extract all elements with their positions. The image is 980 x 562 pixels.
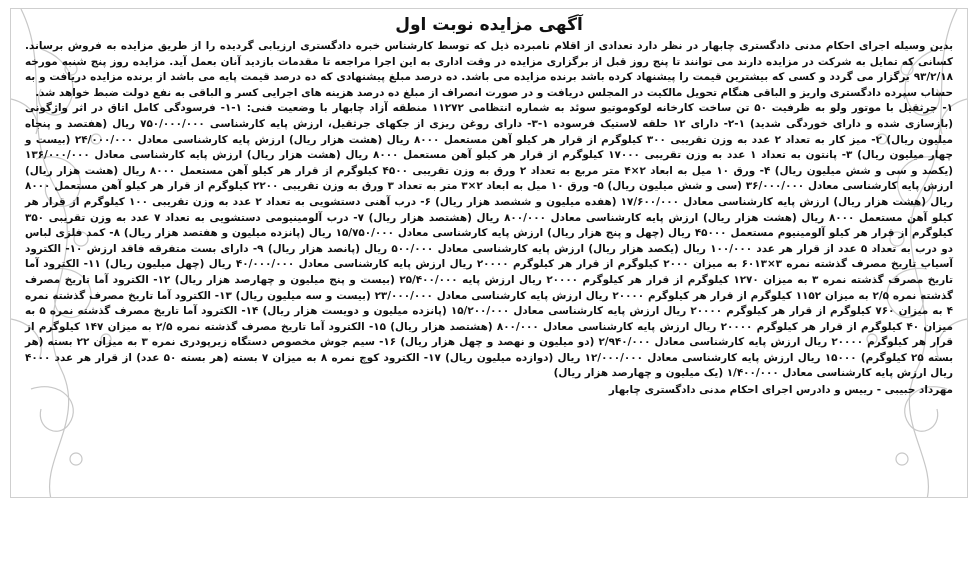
- notice-items: ۱- جرثقیل با موتور ولو به ظرفیت ۵۰ تن ساخت کارخانه لوکوموتیو سوئد به شماره انتظامی ۱۱۲۷۲ منطقه آزاد چابهار با وضعیت فنی: ۱-۱- فرسودگی کامل اتاق در اثر واژگونی (بازسازی شده و دارای خوردگی شدید) ۱-۲- دارای ۱۲ حلقه لاستیک فرسوده ۱-۳- دارای روغن ریزی از جکهای جرثقیل، ارزش پایه کارشناسی ۷۵۰/۰۰۰/۰۰۰ ریال (هفتصد و پنجاه میلیون ریال) ۲- میز کار به تعداد ۲ عدد به وزن تقریبی ۳۰۰ کیلوگرم از قرار هر کیلو آهن مستعمل ۸۰۰۰ ریال (هشت هزار ریال) ارزش پایه کارشناسی معادل ۲۴/۰۰۰/۰۰۰ (بیست و چهار میلیون ریال) ۳- پانتون به تعداد ۱ عدد به وزن تقریبی ۱۷۰۰۰ کیلوگرم از قرار هر کیلو آهن مستعمل ۸۰۰۰ ریال (هشت هزار ریال) ارزش پایه کارشناسی معادل ۱۳۶/۰۰۰/۰۰۰ (یکصد و سی و شش میلیون ریال) ۴- ورق ۱۰ میل به ابعاد ۲×۴ متر مربع به تعداد ۲ ورق به وزن تقریبی ۴۵۰۰ کیلوگرم از قرار هر کیلو آهن مستعمل ۸۰۰۰ ریال (هشت هزار ریال) ارزش پایه کارشناسی معادل ۳۶/۰۰۰/۰۰۰ (سی و شش میلیون ریال) ۵- ورق ۱۰ میل به ابعاد ۲×۳ متر به تعداد ۳ ورق به وزن تقریبی ۲۲۰۰ کیلوگرم از قرار هر کیلو آهن مستعمل ۸۰۰۰ ریال (هشت هزار ریال) ارزش پایه کارشناسی معادل ۱۷/۶۰۰/۰۰۰ (هفده میلیون و ششصد هزار ریال) ۶- درب آهنی دستشویی به تعداد ۲ عدد به وزن تقریبی ۱۰۰ کیلوگرم از قرار هر کیلو آهن مستعمل ۸۰۰۰ ریال (هشت هزار ریال) ارزش پایه کارشناسی معادل ۸۰۰/۰۰۰ ریال (هشتصد هزار ریال) ۷- درب آلومینیومی دستشویی به تعداد ۷ عدد به وزن تقریبی ۳۵۰ کیلوگرم از قرار هر کیلو آلومینیوم مستعمل ۴۵۰۰۰ ریال (چهل و پنج هزار ریال) ارزش پایه کارشناسی معادل ۱۵/۷۵۰/۰۰۰ ریال (پانزده میلیون و هفتصد هزار ریال) ۸- کمد فلزی لباس دو درب به تعداد ۵ عدد از قرار هر عدد ۱۰۰/۰۰۰ ریال (یکصد هزار ریال) ارزش پایه کارشناسی معادل ۵۰۰/۰۰۰ ریال (پانصد هزار ریال) ۹- دارای بست متفرقه فاقد ارزش ۱۰- الکترود آسیاب تاریخ مصرف گذشته نمره ۳×۶۰۱۳ به میزان ۲۰۰۰ کیلوگرم از قرار هر کیلوگرم ۲۰۰۰۰ ریال ارزش پایه کارشناسی معادل ۴۰/۰۰۰/۰۰۰ ریال (چهل میلیون ریال) ۱۱- الکترود آما تاریخ مصرف گذشته نمره ۳ به میزان ۱۲۷۰ کیلوگرم از قرار هر کیلوگرم ۲۰۰۰۰ ریال ارزش پایه ۲۵/۴۰۰/۰۰۰ (بیست و پنج میلیون و چهارصد هزار ریال) ۱۲- الکترود آما تاریخ مصرف گذشته نمره ۲/۵ به میزان ۱۱۵۲ کیلوگرم از قرار هر کیلوگرم ۲۰۰۰۰ ریال ارزش پایه کارشناسی معادل ۲۳/۰۰۰/۰۰۰ (بیست و سه میلیون ریال) ۱۳- الکترود آما تاریخ مصرف گذشته نمره ۴ به میزان ۷۶۰ کیلوگرم از قرار هر کیلوگرم ۲۰۰۰۰ ریال ارزش پایه کارشناسی معادل ۱۵/۲۰۰/۰۰۰ (پانزده میلیون و دویست هزار ریال) ۱۴- الکترود آما تاریخ مصرف گذشته نمره ۵ به میزان ۴۰ کیلوگرم از قرار هر کیلوگرم ۲۰۰۰۰ ریال ارزش پایه کارشناسی معادل ۸۰۰/۰۰۰ (هشتصد هزار ریال) ۱۵- الکترود آما تاریخ مصرف گذشته نمره ۲/۵ به میزان ۱۴۷ کیلوگرم از قرار هر کیلوگرم ۲۰۰۰۰ ریال ارزش پایه کارشناسی معادل ۲/۹۴۰/۰۰۰ (دو میلیون و نهصد و چهل هزار ریال) ۱۶- سیم جوش مخصوص دستگاه زیرپودری نمره ۳ به میزان ۲۲ بسته (هر بسته ۲۵ کیلوگرم) ۱۵۰۰۰ ریال ارزش پایه کارشناسی معادل ۱۲/۰۰۰/۰۰۰ ریال (دوازده میلیون ریال) ۱۷- الکترود کوچ نمره ۸ به میزان ۷ بسته (هر بسته ۵۰ عدد) از قرار هر عدد ۴۰۰۰ ریال ارزش پایه کارشناسی معادل ۱/۴۰۰/۰۰۰ (یک میلیون و چهارصد هزار ریال): [25, 102, 954, 380]
- notice-intro: بدین وسیله اجرای احکام مدنی دادگستری چابهار در نظر دارد تعدادی از اقلام نامبرده ذیل که توسط کارشناس خبره دادگستری ارزیابی گردیده را از طریق مزایده به فروش برساند. کسانی که تمایل به شرکت در مزایده دارند می توانند تا پنج روز قبل از برگزاری مزایده در وقت اداری به این اجرا مراجعه تا مقدمات بازدید آنان بعمل آید. مزایده روز پنج شنبه مورخه ۹۳/۲/۱۸ برگزار می گردد و کسی که بیشترین قیمت را پیشنهاد کرده باشد برنده مزایده می باشد. ده درصد مبلغ پیشنهادی که ده درصد قیمت پایه می باشد از برنده مزایده دریافت و به حساب سپرده دادگستری واریز و الباقی هنگام تحویل مالکیت در المجلس دریافت و در صورت انصراف از مبلغ ده درصد هزینه های اجرایی کسر و الباقی به نفع دولت ضبط خواهد شد.: [25, 40, 953, 99]
- notice-signature: مهرداد حبیبی - رییس و دادرس اجرای احکام مدنی دادگستری چابهار: [608, 384, 953, 397]
- notice-frame: [10, 8, 968, 498]
- notice-content: [25, 13, 953, 493]
- notice-title: آگهی مزایده نوبت اول: [395, 15, 583, 35]
